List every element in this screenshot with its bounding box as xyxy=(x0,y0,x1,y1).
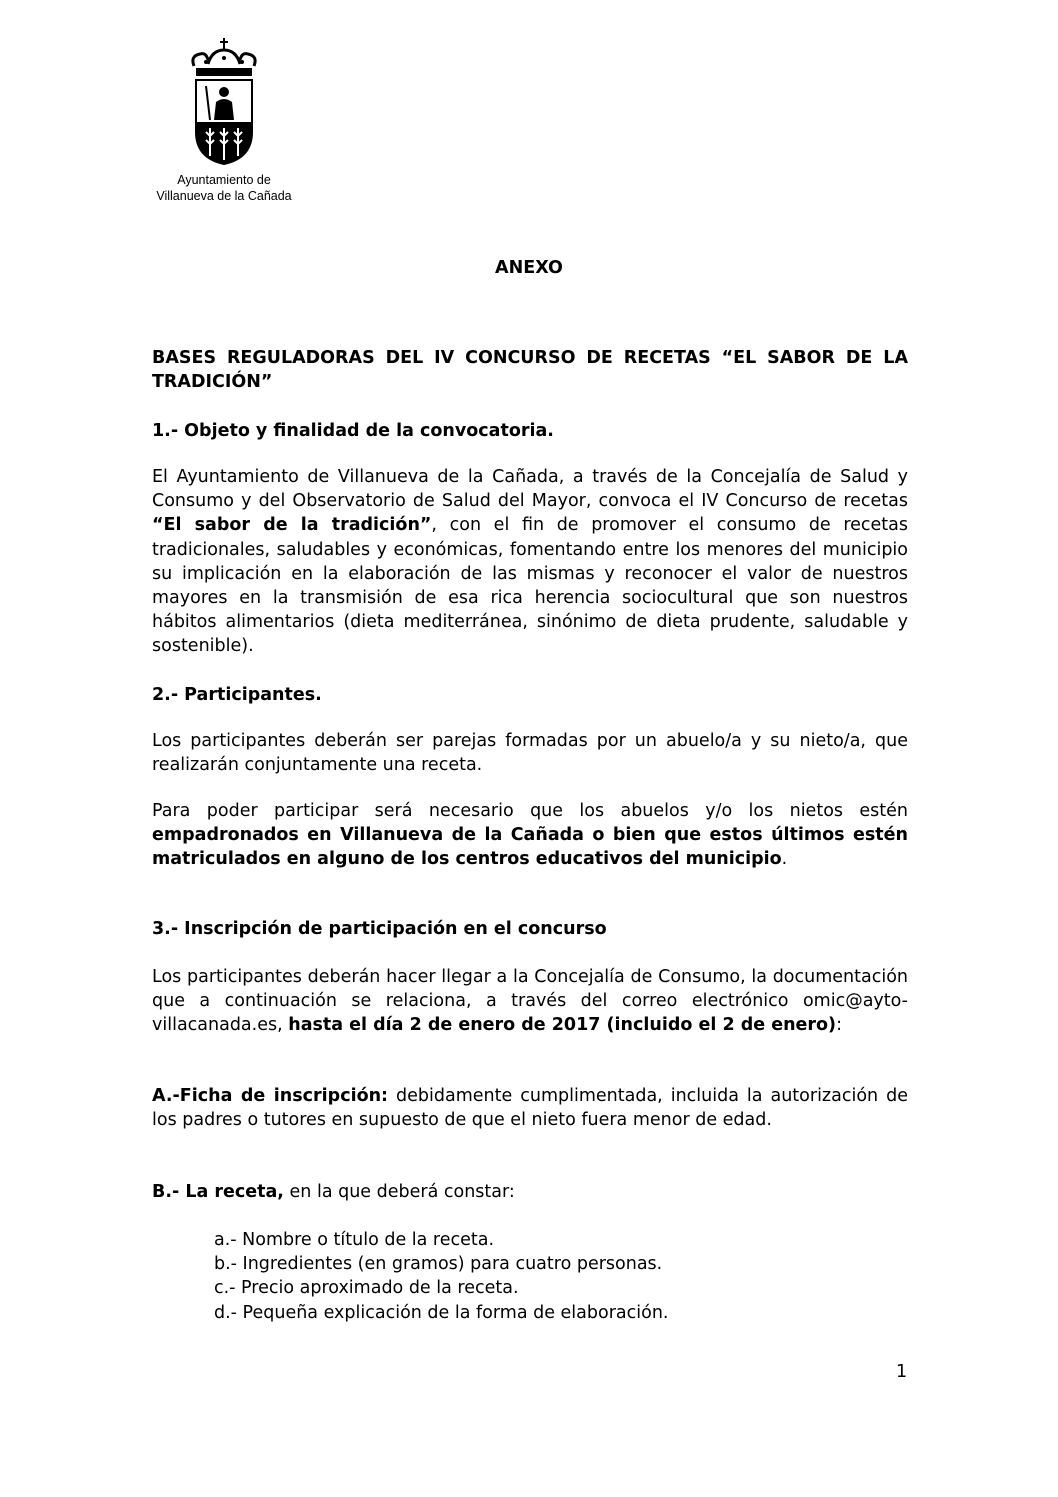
s3-text-c: : xyxy=(836,1015,842,1036)
section-3-paragraph xyxy=(152,965,908,1038)
org-line-1: Ayuntamiento de xyxy=(177,173,271,187)
item-b-label: B.- La receta, xyxy=(152,1182,284,1202)
org-line-2: Villanueva de la Cañada xyxy=(156,189,292,203)
document-title: BASES REGULADORAS DEL IV CONCURSO DE RECETAS “EL SABOR DE LA TRADICIÓN” xyxy=(152,348,908,393)
s2-text-c: . xyxy=(781,849,788,870)
item-a-paragraph xyxy=(152,1084,908,1132)
s2-text-a: Para poder participar será necesario que los abuelos y/o los nietos estén xyxy=(152,801,908,821)
section-1-heading: 1.- Objeto y finalidad de la convocatoria. xyxy=(152,421,554,441)
s2-requirement: empadronados en Villanueva de la Cañada o bien que estos últimos estén matriculados en alguno de los centros educativos del municipio xyxy=(152,825,908,870)
s3-deadline: hasta el día 2 de enero de 2017 (incluido el 2 de enero) xyxy=(288,1015,837,1036)
s1-text-c: , con el fin de promover el consumo de recetas tradicionales, saludables y económicas, fomentando entre los menores del municipio su implicación en la elaboración de las mismas y reconocer el valor de nuestros mayores en la transmisión de esa rica herencia sociocultural que son nuestros hábitos alimentarios (dieta mediterránea, sinónimo de dieta prudente, saludable y sostenible). xyxy=(152,515,908,657)
list-item: d.- Pequeña explicación de la forma de elaboración. xyxy=(214,1302,669,1323)
list-item: b.- Ingredientes (en gramos) para cuatro personas. xyxy=(214,1254,663,1275)
item-b-paragraph xyxy=(152,1180,908,1204)
item-a-text: debidamente cumplimentada, incluida la autorización de los padres o tutores en supuesto de que el nieto fuera menor de edad. xyxy=(152,1086,908,1131)
s1-contest-name: “El sabor de la tradición” xyxy=(152,515,432,536)
recipe-requirements-list xyxy=(214,1228,668,1325)
section-1-paragraph xyxy=(152,465,908,659)
list-item: a.- Nombre o título de la receta. xyxy=(214,1230,495,1250)
section-3-heading: 3.- Inscripción de participación en el concurso xyxy=(152,919,607,939)
annex-title: ANEXO xyxy=(495,258,563,278)
item-a-label: A.-Ficha de inscripción: xyxy=(152,1086,389,1106)
list-item: c.- Precio aproximado de la receta. xyxy=(214,1278,519,1299)
page-number: 1 xyxy=(896,1362,908,1382)
s3-text-a: Los participantes deberán hacer llegar a la Concejalía de Consumo, la documentación que a continuación se relaciona, a través del correo electrónico omic@ayto-villacanada.es, xyxy=(152,967,908,1036)
section-2-heading: 2.- Participantes. xyxy=(152,685,322,705)
item-b-text: en la que deberá constar: xyxy=(283,1182,515,1202)
s1-text-a: El Ayuntamiento de Villanueva de la Cañada, a través de la Concejalía de Salud y Consumo y del Observatorio de Salud del Mayor, convoca el IV Concurso de recetas xyxy=(152,467,908,512)
municipal-coat-of-arms-logo xyxy=(186,36,262,166)
section-2-paragraph-1: Los participantes deberán ser parejas formadas por un abuelo/a y su nieto/a, que realizarán conjuntamente una receta. xyxy=(152,731,908,776)
section-2-paragraph-2 xyxy=(152,799,908,872)
organization-name xyxy=(140,172,308,204)
